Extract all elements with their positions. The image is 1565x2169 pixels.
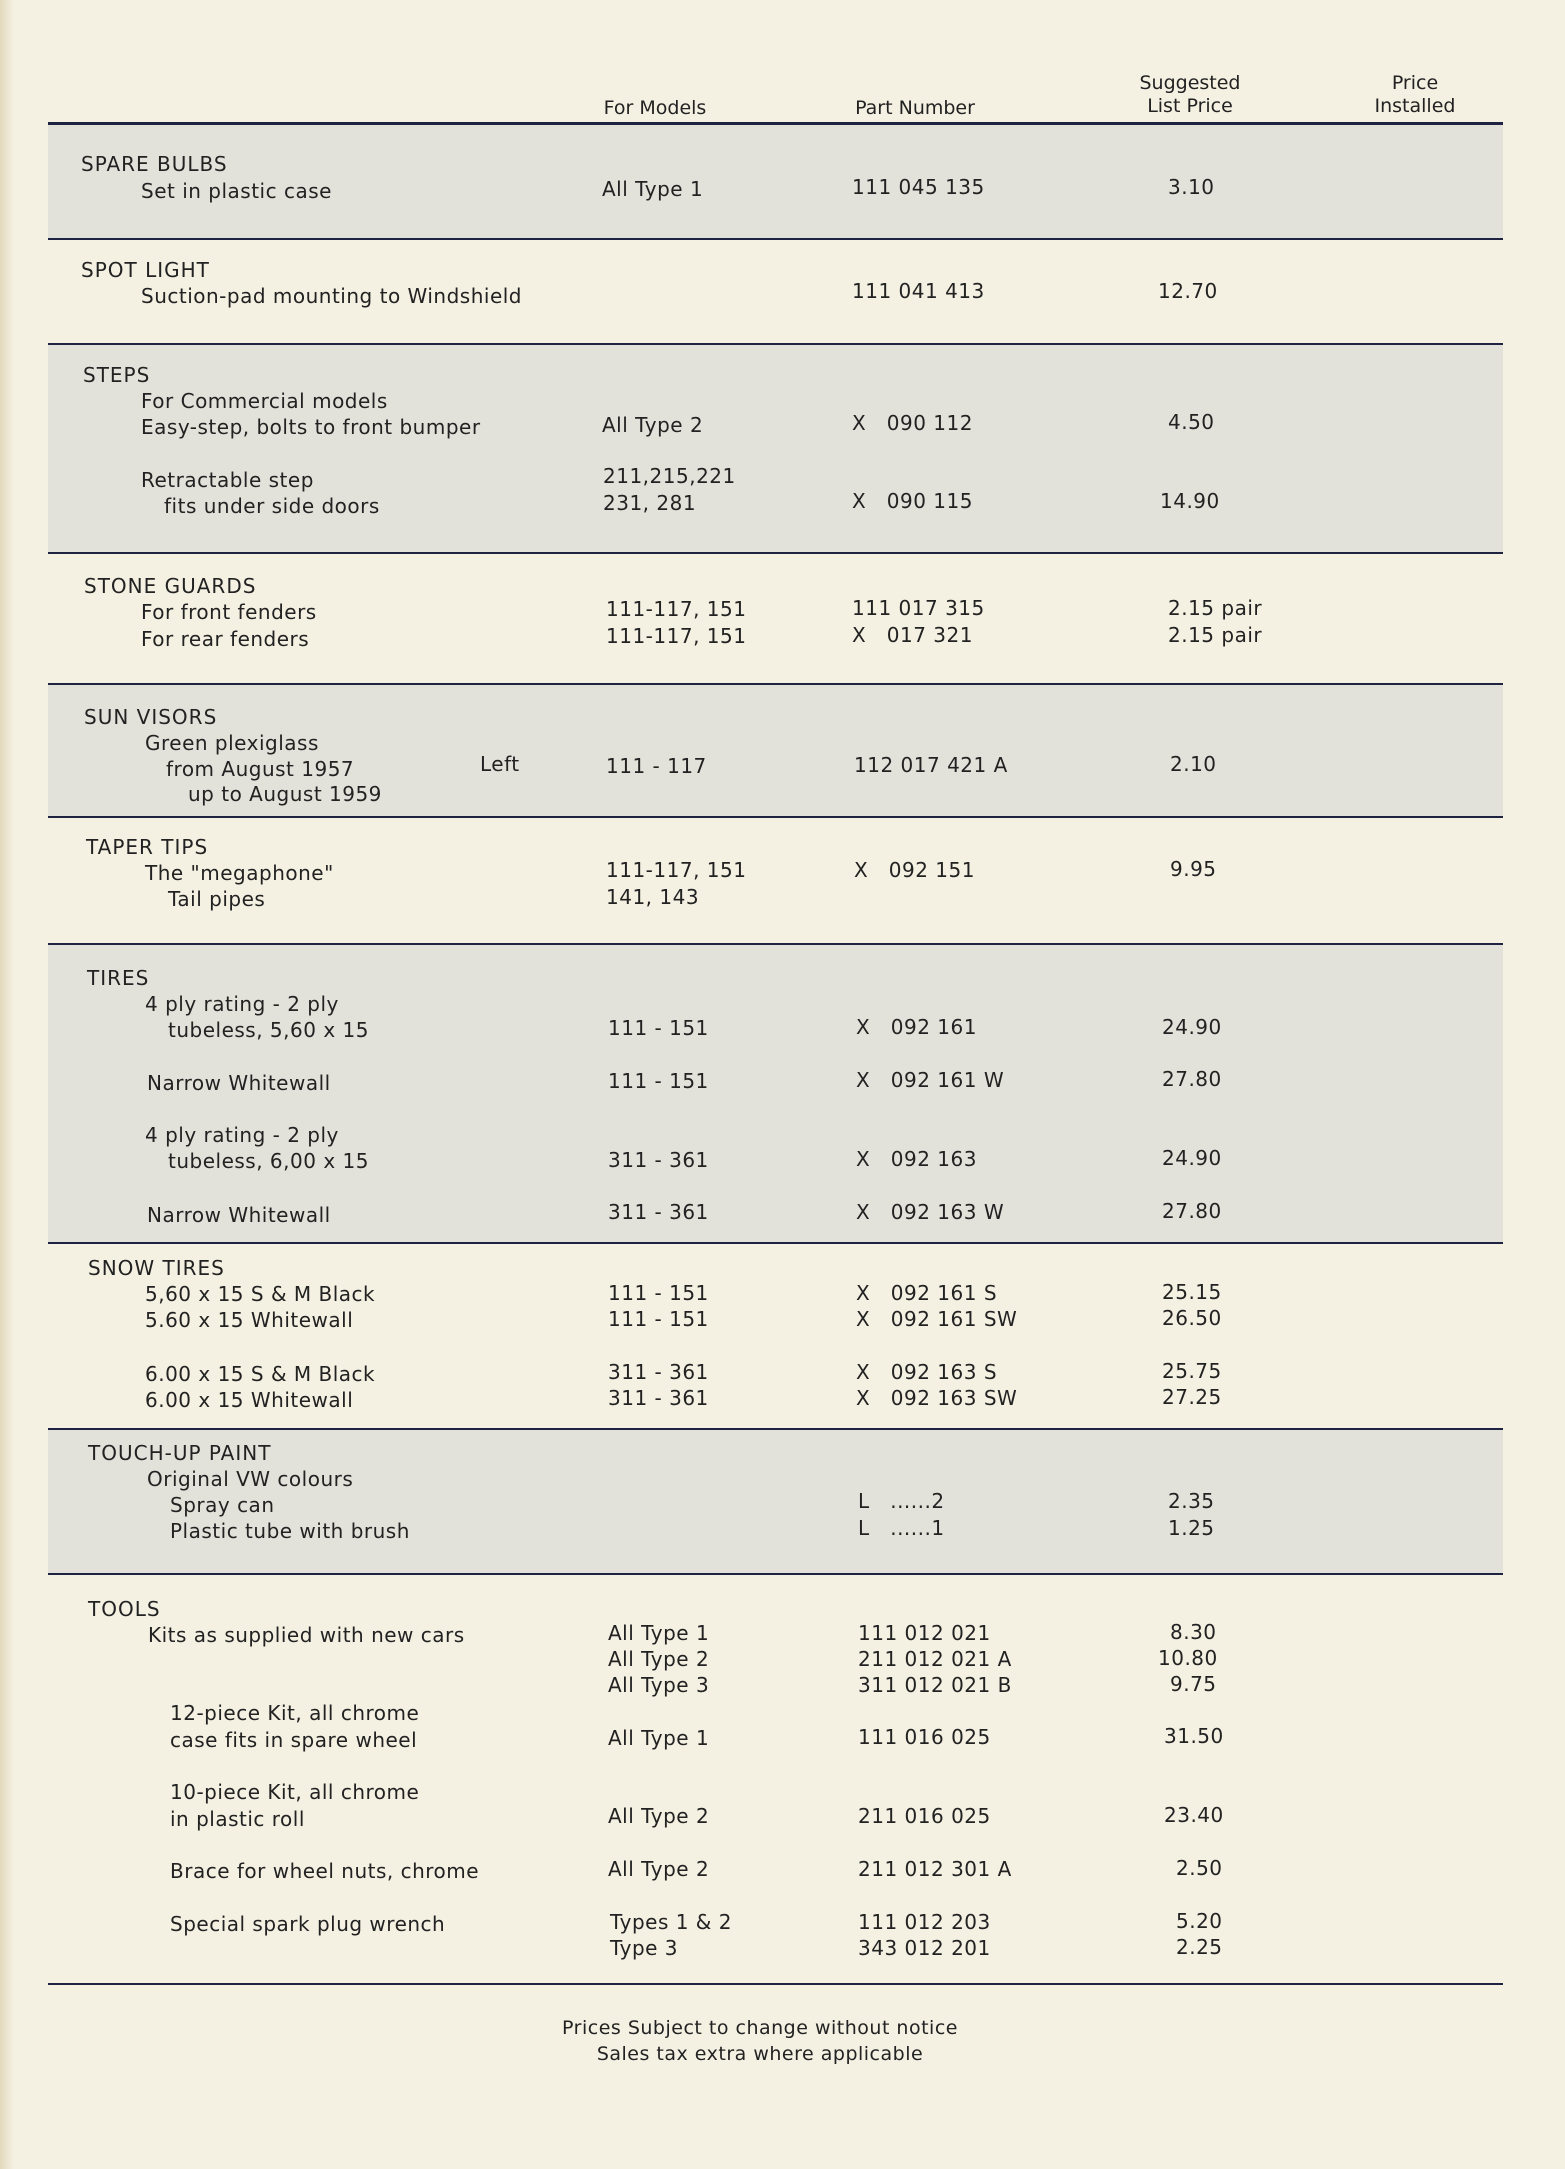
category-touch-up-paint: TOUCH-UP PAINT: [88, 1441, 272, 1465]
footer-tax-note: Sales tax extra where applicable: [596, 2043, 924, 2065]
item-desc: Retractable step: [141, 468, 314, 492]
item-desc: Tail pipes: [168, 887, 266, 911]
item-desc: 12-piece Kit, all chrome: [170, 1701, 420, 1725]
page-edge: [0, 0, 14, 2169]
item-models: All Type 2: [608, 1647, 710, 1671]
item-price: 2.10: [1170, 752, 1217, 776]
category-sun-visors: SUN VISORS: [84, 705, 218, 729]
item-price: 24.90: [1162, 1146, 1222, 1170]
item-models: All Type 1: [602, 177, 704, 201]
item-models: 111 - 151: [608, 1281, 709, 1305]
item-desc: Spray can: [170, 1493, 275, 1517]
rule-1: [48, 238, 1503, 240]
item-desc: fits under side doors: [164, 494, 380, 518]
item-desc: The "megaphone": [145, 861, 334, 885]
item-part-number: 111 016 025: [858, 1725, 991, 1749]
item-price: 2.15 pair: [1168, 596, 1263, 620]
item-part-number: L ......1: [858, 1516, 945, 1540]
category-tires: TIRES: [87, 966, 150, 990]
item-desc: Narrow Whitewall: [147, 1071, 331, 1095]
item-desc: 4 ply rating - 2 ply: [145, 992, 339, 1016]
item-part-number: X 092 163 W: [856, 1200, 1005, 1224]
header-installed-line2: Installed: [1374, 95, 1456, 117]
item-models: 311 - 361: [608, 1360, 709, 1384]
item-price: 2.15 pair: [1168, 623, 1263, 647]
item-price: 12.70: [1158, 279, 1218, 303]
category-snow-tires: SNOW TIRES: [88, 1256, 225, 1280]
rule-4: [48, 683, 1503, 685]
item-models: 141, 143: [606, 885, 700, 909]
item-part-number: X 092 163 S: [856, 1360, 998, 1384]
item-price: 2.25: [1176, 1935, 1223, 1959]
item-part-number: X 092 151: [854, 858, 975, 882]
item-price: 25.15: [1162, 1280, 1222, 1304]
rule-5: [48, 816, 1503, 818]
item-desc: tubeless, 5,60 x 15: [168, 1018, 369, 1042]
header-for-models: For Models: [603, 97, 707, 119]
item-part-number: 112 017 421 A: [854, 753, 1008, 777]
item-price: 23.40: [1164, 1803, 1224, 1827]
item-models: 111 - 151: [608, 1016, 709, 1040]
item-desc: 5.60 x 15 Whitewall: [145, 1308, 354, 1332]
item-price: 14.90: [1160, 489, 1220, 513]
item-price: 24.90: [1162, 1015, 1222, 1039]
item-price: 25.75: [1162, 1359, 1222, 1383]
item-price: 2.35: [1168, 1489, 1215, 1513]
rule-header: [48, 122, 1503, 125]
item-part-number: 211 012 021 A: [858, 1647, 1012, 1671]
header-suggested-line2: List Price: [1147, 95, 1233, 117]
item-desc: Narrow Whitewall: [147, 1203, 331, 1227]
item-desc: Brace for wheel nuts, chrome: [170, 1859, 480, 1883]
category-spot-light: SPOT LIGHT: [81, 258, 210, 282]
item-models: 311 - 361: [608, 1386, 709, 1410]
rule-7: [48, 1242, 1503, 1244]
item-part-number: 343 012 201: [858, 1936, 991, 1960]
header-suggested-list-price: [1120, 72, 1260, 118]
item-models: All Type 2: [608, 1804, 710, 1828]
item-price: 27.25: [1162, 1385, 1222, 1409]
item-desc: case fits in spare wheel: [170, 1728, 418, 1752]
item-desc: 6.00 x 15 Whitewall: [145, 1388, 354, 1412]
item-desc: For front fenders: [141, 600, 317, 624]
item-part-number: L ......2: [858, 1489, 945, 1513]
category-spare-bulbs: SPARE BULBS: [81, 152, 228, 176]
item-part-number: 111 045 135: [852, 175, 985, 199]
item-models: 231, 281: [603, 491, 697, 515]
header-part-number: Part Number: [855, 97, 975, 119]
item-desc: Plastic tube with brush: [170, 1519, 410, 1543]
header-installed-line1: Price: [1391, 72, 1439, 94]
item-price: 31.50: [1164, 1724, 1224, 1748]
item-part-number: X 092 161 SW: [856, 1307, 1018, 1331]
item-models: All Type 2: [602, 413, 704, 437]
item-desc: in plastic roll: [170, 1807, 305, 1831]
rule-9: [48, 1573, 1503, 1575]
item-part-number: 211 012 301 A: [858, 1857, 1012, 1881]
item-price: 27.80: [1162, 1199, 1222, 1223]
header-price-installed: [1350, 72, 1480, 118]
band-steps: [48, 345, 1503, 552]
item-price: 4.50: [1168, 410, 1215, 434]
item-desc: up to August 1959: [188, 782, 382, 806]
item-desc: Special spark plug wrench: [170, 1912, 446, 1936]
rule-3: [48, 552, 1503, 554]
item-part-number: 211 016 025: [858, 1804, 991, 1828]
rule-10: [48, 1983, 1503, 1985]
item-part-number: X 017 321: [852, 623, 973, 647]
item-models: 111-117, 151: [606, 858, 747, 882]
item-part-number: 311 012 021 B: [858, 1673, 1012, 1697]
item-desc: tubeless, 6,00 x 15: [168, 1149, 369, 1173]
item-part-number: X 092 161 W: [856, 1068, 1005, 1092]
item-part-number: X 092 161 S: [856, 1281, 998, 1305]
item-desc: Original VW colours: [147, 1467, 354, 1491]
item-models: 311 - 361: [608, 1148, 709, 1172]
item-models: 111-117, 151: [606, 624, 747, 648]
item-price: 10.80: [1158, 1646, 1218, 1670]
item-models: 111 - 151: [608, 1069, 709, 1093]
item-part-number: X 090 112: [852, 411, 973, 435]
item-part-number: X 092 163 SW: [856, 1386, 1018, 1410]
item-side: Left: [480, 752, 520, 776]
item-desc: 5,60 x 15 S & M Black: [145, 1282, 376, 1306]
item-desc: Kits as supplied with new cars: [148, 1623, 465, 1647]
item-desc: 10-piece Kit, all chrome: [170, 1780, 420, 1804]
item-price: 2.50: [1176, 1856, 1223, 1880]
item-desc: Easy-step, bolts to front bumper: [141, 415, 481, 439]
item-part-number: 111 012 021: [858, 1621, 991, 1645]
item-price: 9.95: [1170, 857, 1217, 881]
item-desc: For rear fenders: [141, 627, 310, 651]
header-suggested-line1: Suggested: [1139, 72, 1241, 94]
category-stone-guards: STONE GUARDS: [84, 574, 257, 598]
rule-8: [48, 1428, 1503, 1430]
category-steps: STEPS: [83, 363, 151, 387]
item-models: All Type 3: [608, 1673, 710, 1697]
item-desc: Green plexiglass: [145, 731, 319, 755]
item-price: 26.50: [1162, 1306, 1222, 1330]
item-price: 5.20: [1176, 1909, 1223, 1933]
item-models: 111 - 117: [606, 754, 707, 778]
item-part-number: 111 041 413: [852, 279, 985, 303]
item-models: All Type 1: [608, 1726, 710, 1750]
item-desc: 4 ply rating - 2 ply: [145, 1123, 339, 1147]
item-part-number: X 092 161: [856, 1015, 977, 1039]
item-models: 111-117, 151: [606, 597, 747, 621]
item-part-number: X 092 163: [856, 1147, 977, 1171]
rule-2: [48, 343, 1503, 345]
item-desc: from August 1957: [166, 757, 355, 781]
item-desc: Suction-pad mounting to Windshield: [141, 284, 523, 308]
footer-notice: Prices Subject to change without notice: [562, 2017, 958, 2039]
item-models: All Type 2: [608, 1857, 710, 1881]
item-desc: Set in plastic case: [141, 179, 332, 203]
item-models: 111 - 151: [608, 1307, 709, 1331]
item-price: 9.75: [1170, 1672, 1217, 1696]
item-desc: 6.00 x 15 S & M Black: [145, 1362, 376, 1386]
item-part-number: 111 017 315: [852, 596, 985, 620]
category-tools: TOOLS: [88, 1597, 161, 1621]
item-price: 3.10: [1168, 175, 1215, 199]
item-price: 27.80: [1162, 1067, 1222, 1091]
category-taper-tips: TAPER TIPS: [86, 835, 209, 859]
item-models: Type 3: [610, 1936, 679, 1960]
item-desc: For Commercial models: [141, 389, 388, 413]
rule-6: [48, 943, 1503, 945]
item-price: 1.25: [1168, 1516, 1215, 1540]
item-models: 211,215,221: [603, 464, 736, 488]
item-part-number: X 090 115: [852, 489, 973, 513]
item-models: 311 - 361: [608, 1200, 709, 1224]
item-price: 8.30: [1170, 1620, 1217, 1644]
item-models: All Type 1: [608, 1621, 710, 1645]
item-part-number: 111 012 203: [858, 1910, 991, 1934]
item-models: Types 1 & 2: [610, 1910, 732, 1934]
